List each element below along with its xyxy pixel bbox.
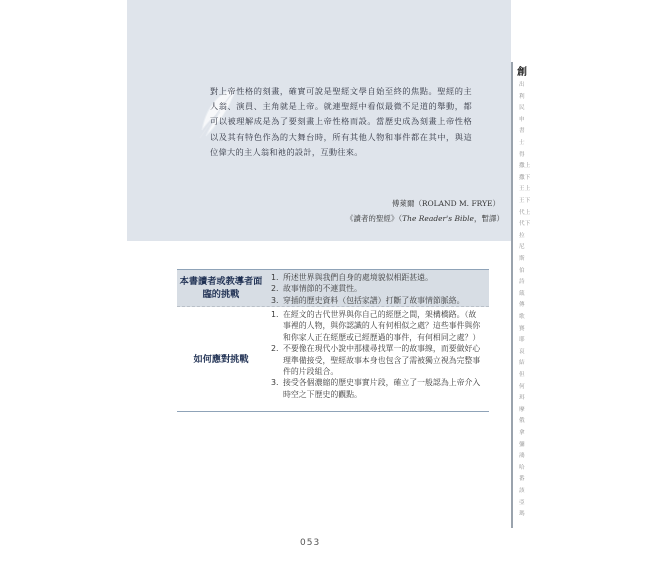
sidebar-book-item: 哈 — [519, 464, 525, 471]
sidebar-divider — [511, 62, 513, 528]
book-index-sidebar — [511, 62, 541, 528]
sidebar-book-item: 珥 — [519, 395, 525, 402]
sidebar-book-item: 賽 — [519, 325, 525, 332]
sidebar-book-item: 但 — [519, 372, 525, 378]
sidebar-book-item: 代下 — [519, 221, 531, 228]
sidebar-book-item: 王上 — [519, 186, 531, 193]
sidebar-book-item: 利 — [519, 93, 525, 100]
list-item: 2. 不要像在現代小說中那樣尋找單一的故事線，而要做好心理準備接受，聖經故事本身也包含了需被獨立視為完整事件的片段組合。 — [281, 343, 483, 377]
sidebar-book-item: 撒下 — [519, 174, 531, 181]
sidebar-book-item: 代上 — [519, 209, 531, 216]
sidebar-book-item: 哀 — [519, 348, 525, 355]
source-suffix: ，暫譯） — [474, 214, 504, 223]
source-title: The Reader's Bible — [402, 214, 474, 223]
row-content — [267, 270, 489, 306]
table-row — [177, 269, 489, 307]
sidebar-book-item: 箴 — [519, 290, 525, 297]
page-number: 053 — [300, 538, 321, 548]
quote-source — [346, 213, 504, 224]
sidebar-book-item: 民 — [519, 105, 525, 112]
challenges-table — [177, 269, 489, 412]
sidebar-book-item: 詩 — [519, 279, 525, 286]
sidebar-book-item: 何 — [519, 383, 525, 390]
sidebar-book-item: 王下 — [519, 198, 531, 204]
list-item: 1. 所述世界與我們自身的處境貌似相距甚遠。 — [281, 272, 483, 283]
list-item: 3. 穿插的歷史資料（包括家譜）打斷了故事情節脈絡。 — [281, 295, 483, 306]
sidebar-book-item: 尼 — [519, 244, 525, 251]
sidebar-book-item: 伯 — [519, 267, 525, 274]
sidebar-book-item: 士 — [519, 140, 525, 146]
row-content — [267, 307, 489, 400]
sidebar-book-item: 得 — [519, 151, 525, 158]
current-book-label: 創 — [517, 67, 527, 78]
sidebar-book-item: 申 — [519, 116, 525, 123]
sidebar-book-item: 耶 — [519, 337, 525, 344]
sidebar-book-item: 結 — [519, 360, 525, 367]
sidebar-book-item: 拉 — [519, 232, 525, 239]
sidebar-book-item: 出 — [519, 82, 525, 88]
quote-text: 對上帝性格的刻畫，確實可說是聖經文學自始至終的焦點。聖經的主人翁、演員、主角就是上帝。就連聖經中看似最微不足道的舉動，都可以被理解成是為了要刻畫上帝性格而設。當歷史成為刻畫上帝性格以及其有特色作為的大舞台時，所有其他人物和事件都在其中，與這位偉大的主人翁和祂的設計，互動往來。 — [210, 86, 472, 157]
sidebar-book-item: 撒上 — [519, 163, 531, 170]
sidebar-book-item: 番 — [519, 476, 525, 483]
sidebar-book-item: 書 — [519, 128, 525, 135]
sidebar-book-item: 俄 — [519, 418, 525, 425]
sidebar-book-item: 鴻 — [519, 453, 525, 460]
row-header: 本書讀者或教導者面臨的挑戰 — [177, 270, 265, 306]
sidebar-book-item: 傳 — [519, 302, 525, 309]
list-item: 2. 故事情節的不連貫性。 — [281, 283, 483, 294]
source-prefix: 《讀者的聖經》（ — [345, 214, 403, 223]
table-row — [177, 307, 489, 412]
sidebar-book-item: 摩 — [519, 406, 525, 413]
row-header: 如何應對挑戰 — [193, 353, 249, 365]
sidebar-book-item: 亞 — [519, 499, 525, 506]
sidebar-book-item: 彌 — [519, 441, 525, 448]
list-item: 1. 在經文的古代世界與你自己的經歷之間，架構橋路。（故事裡的人物，與你認識的人有何相似之處？這些事件與你和你家人正在經歷或已經歷過的事件，有何相同之處？） — [281, 309, 483, 343]
sidebar-book-item: 拿 — [519, 430, 525, 436]
list-item: 3. 接受各個濃縮的歷史事實片段，確立了一般認為上帝介入時空之下歷史的觀點。 — [281, 377, 483, 400]
sidebar-book-item: 瑪 — [519, 511, 525, 518]
sidebar-book-item: 該 — [519, 488, 525, 494]
sidebar-book-item: 斯 — [519, 256, 525, 262]
sidebar-book-item: 歌 — [519, 314, 525, 320]
quote-author: 傅萊爾（ROLAND M. FRYE） — [391, 199, 500, 208]
